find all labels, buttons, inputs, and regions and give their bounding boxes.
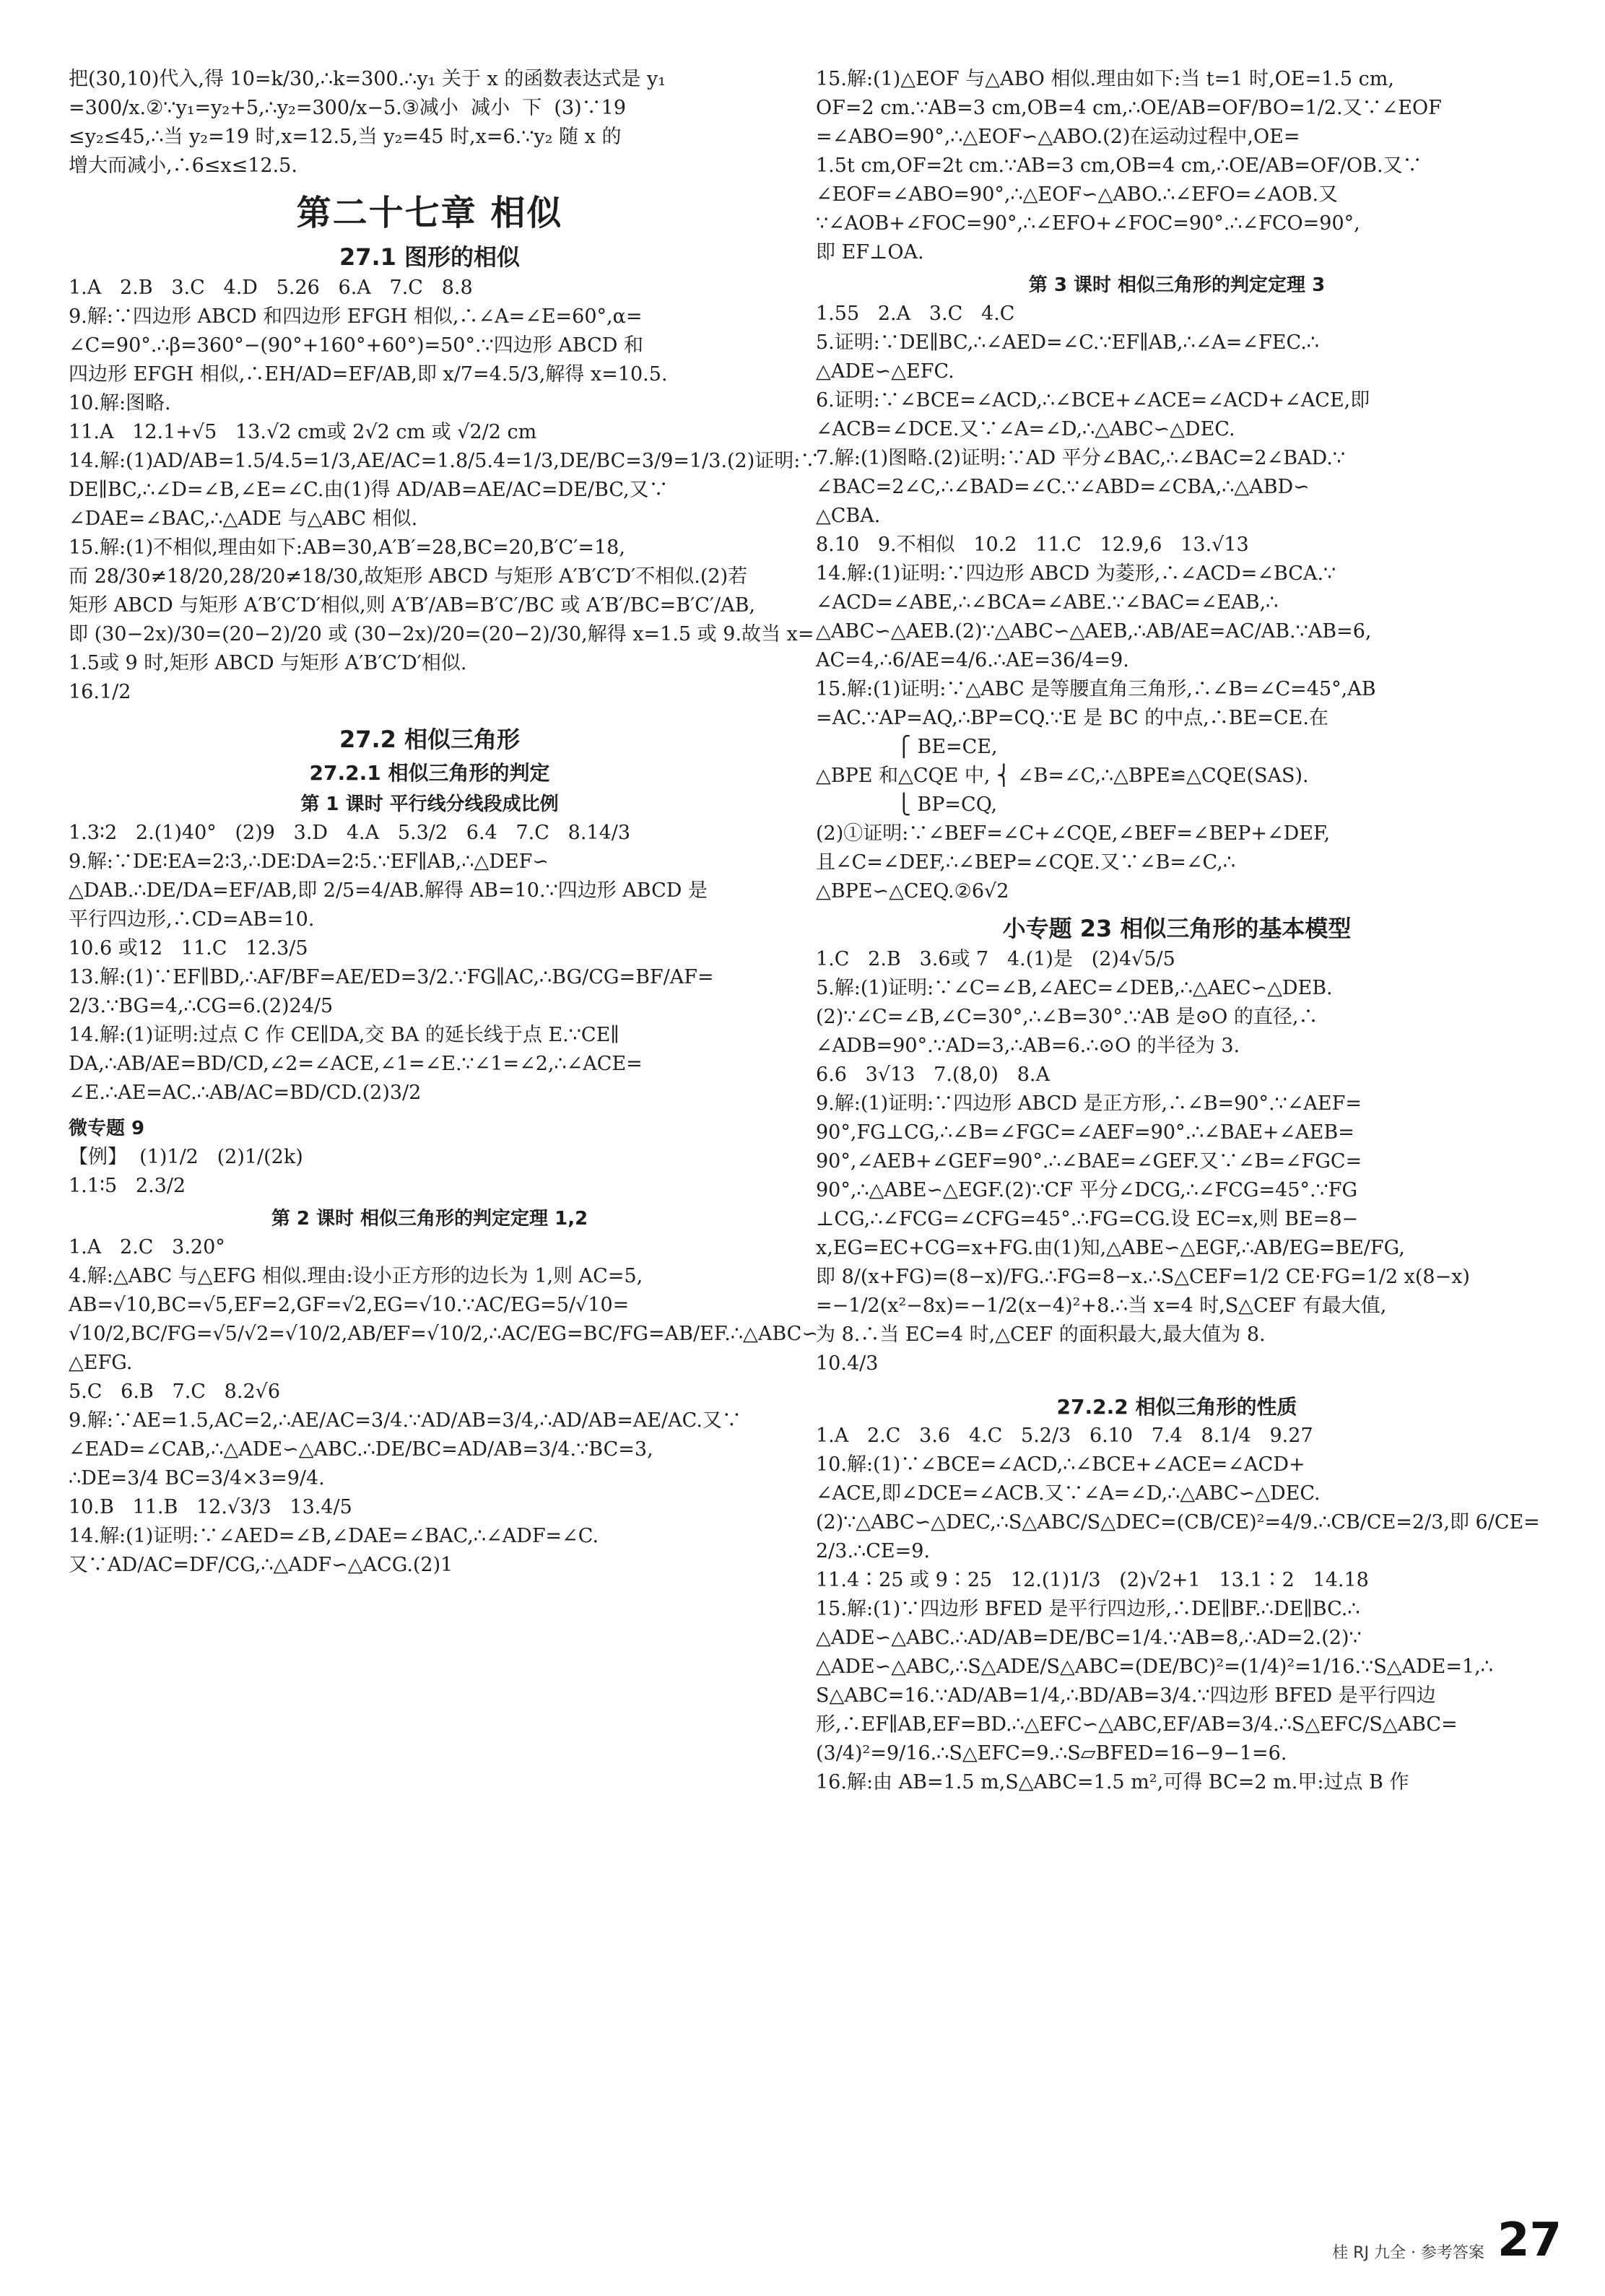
answer-line: △BPE 和△CQE 中, ⎨ ∠B=∠C,∴△BPE≌△CQE(SAS). <box>816 765 1309 787</box>
answer-line: 把(30,10)代入,得 10=k/30,∴k=300.∴y₁ 关于 x 的函数表达式是 y₁ <box>69 68 666 90</box>
answer-line: (2)①证明:∵∠BEF=∠C+∠CQE,∠BEF=∠BEP+∠DEF, <box>816 822 1331 845</box>
answer-line: DE∥BC,∴∠D=∠B,∠E=∠C.由(1)得 AD/AB=AE/AC=DE/BC,又∵ <box>69 479 669 501</box>
answer-line: (2)∵∠C=∠B,∠C=30°,∴∠B=30°.∵AB 是⊙O 的直径,∴ <box>816 1006 1318 1028</box>
answer-line: 11.4∶25 或 9∶25 12.(1)1/3 (2)√2+1 13.1∶2 14.18 <box>816 1569 1369 1591</box>
answer-line: 5.证明:∵DE∥BC,∴∠AED=∠C.∵EF∥AB,∴∠A=∠FEC.∴ <box>816 331 1319 354</box>
answer-line: 形,∴EF∥AB,EF=BD.∴△EFC∽△ABC,EF/AB=3/4.∴S△EFC/S△ABC= <box>816 1713 1458 1736</box>
answer-line: 10.4/3 <box>816 1352 879 1375</box>
answer-line: 平行四边形,∴CD=AB=10. <box>69 908 315 931</box>
answer-line: 即 (30−2x)/30=(20−2)/20 或 (30−2x)/20=(20−2)/30,解得 x=1.5 或 9.故当 x= <box>69 623 814 645</box>
answer-line: 7.解:(1)图略.(2)证明:∵AD 平分∠BAC,∴∠BAC=2∠BAD.∵ <box>816 447 1346 469</box>
answer-line: 9.解:∵AE=1.5,AC=2,∴AE/AC=3/4.∵AD/AB=3/4,∴AD/AB=AE/AC.又∵ <box>69 1409 741 1432</box>
answer-line: 2/3.∴CE=9. <box>816 1540 930 1562</box>
answer-line: ≤y₂≤45,∴当 y₂=19 时,x=12.5,当 y₂=45 时,x=6.∵y₂ 随 x 的 <box>69 126 622 148</box>
answer-line: 1.1∶5 2.3/2 <box>69 1175 186 1197</box>
answer-line: 15.解:(1)△EOF 与△ABO 相似.理由如下:当 t=1 时,OE=1.5 cm, <box>816 68 1394 90</box>
answer-line: 15.解:(1)证明:∵△ABC 是等腰直角三角形,∴∠B=∠C=45°,AB <box>816 678 1376 700</box>
answer-line: ∠C=90°.∴β=360°−(90°+160°+60°)=50°.∵四边形 ABCD 和 <box>69 334 644 357</box>
answer-line: 即 8/(x+FG)=(8−x)/FG.∴FG=8−x.∴S△CEF=1/2 CE·FG=1/2 x(8−x) <box>816 1266 1470 1288</box>
subsection-title: 27.2.2 相似三角形的性质 <box>1056 1395 1297 1419</box>
answer-line: 16.解:由 AB=1.5 m,S△ABC=1.5 m²,可得 BC=2 m.甲:过点 B 作 <box>816 1771 1409 1793</box>
answer-line: △DAB.∴DE/DA=EF/AB,即 2/5=4/AB.解得 AB=10.∵四边形 ABCD 是 <box>69 879 708 902</box>
lesson-title: 第 3 课时 相似三角形的判定定理 3 <box>1028 274 1326 296</box>
answer-line: △BPE∽△CEQ.②6√2 <box>816 880 1009 903</box>
answer-line: 14.解:(1)证明:∵四边形 ABCD 为菱形,∴∠ACD=∠BCA.∵ <box>816 562 1336 585</box>
answer-line: 9.解:(1)证明:∵四边形 ABCD 是正方形,∴∠B=90°.∵∠AEF= <box>816 1092 1362 1115</box>
answer-line: ∵∠AOB+∠FOC=90°,∴∠EFO+∠FOC=90°.∴∠FCO=90°, <box>816 212 1360 235</box>
answer-line: ∠ACB=∠DCE.又∵∠A=∠D,∴△ABC∽△DEC. <box>816 418 1235 440</box>
answer-line: 6.证明:∵∠BCE=∠ACD,∴∠BCE+∠ACE=∠ACD+∠ACE,即 <box>816 389 1370 412</box>
answer-line: ⎧ BE=CE, <box>816 736 998 758</box>
chapter-title: 第二十七章 相似 <box>296 193 563 233</box>
answer-line: 1.5t cm,OF=2t cm.∵AB=3 cm,OB=4 cm,∴OE/AB=OF/OB.又∵ <box>816 155 1422 177</box>
answer-line: △ADE∽△ABC,∴S△ADE/S△ABC=(DE/BC)²=(1/4)²=1/16.∵S△ADE=1,∴ <box>816 1656 1493 1678</box>
answer-line: 16.1/2 <box>69 681 131 703</box>
answer-line: 9.解:∵四边形 ABCD 和四边形 EFGH 相似,∴∠A=∠E=60°,α= <box>69 305 643 328</box>
right-column <box>816 65 1538 1797</box>
answer-line: 1.A 2.B 3.C 4.D 5.26 6.A 7.C 8.8 <box>69 277 473 299</box>
answer-line: 9.解:∵DE∶EA=2∶3,∴DE∶DA=2∶5.∵EF∥AB,∴△DEF∽ <box>69 851 549 873</box>
answer-line: 为 8.∴当 EC=4 时,△CEF 的面积最大,最大值为 8. <box>816 1323 1266 1346</box>
answer-line: 10.B 11.B 12.√3/3 13.4/5 <box>69 1496 352 1518</box>
answer-line: 15.解:(1)∵四边形 BFED 是平行四边形,∴DE∥BF.∴DE∥BC.∴ <box>816 1598 1360 1620</box>
left-column <box>69 65 820 1580</box>
answer-line: 14.解:(1)AD/AB=1.5/4.5=1/3,AE/AC=1.8/5.4=1/3,DE/BC=3/9=1/3.(2)证明:∵ <box>69 450 820 472</box>
answer-line: 6.6 3√13 7.(8,0) 8.A <box>816 1064 1050 1086</box>
answer-line: AC=4,∴6/AE=4/6.∴AE=36/4=9. <box>816 649 1129 671</box>
answer-line: =∠ABO=90°,∴△EOF∽△ABO.(2)在运动过程中,OE= <box>816 126 1300 148</box>
page-number: 27 <box>1497 2214 1562 2267</box>
answer-line: 13.解:(1)∵EF∥BD,∴AF/BF=AE/ED=3/2.∵FG∥AC,∴BG/CG=BF/AF= <box>69 966 714 988</box>
answer-line: 14.解:(1)证明:∵∠AED=∠B,∠DAE=∠BAC,∴∠ADF=∠C. <box>69 1525 599 1547</box>
answer-line: △CBA. <box>816 505 881 527</box>
answer-line: 90°,FG⊥CG,∴∠B=∠FGC=∠AEF=90°.∴∠BAE+∠AEB= <box>816 1121 1354 1144</box>
answer-line: 15.解:(1)不相似,理由如下:AB=30,A′B′=28,BC=20,B′C′=18, <box>69 536 625 559</box>
answer-line: △ADE∽△EFC. <box>816 360 954 383</box>
footer-label: 桂 RJ 九全 · 参考答案 <box>1332 2244 1484 2262</box>
answer-line: 10.解:(1)∵∠BCE=∠ACD,∴∠BCE+∠ACE=∠ACD+ <box>816 1453 1305 1476</box>
answer-line: 1.A 2.C 3.20° <box>69 1236 225 1258</box>
answer-line: ⊥CG,∴∠FCG=∠CFG=45°.∴FG=CG.设 EC=x,则 BE=8− <box>816 1208 1359 1230</box>
answer-line: △EFG. <box>69 1352 133 1374</box>
answer-line: x,EG=EC+CG=x+FG.由(1)知,△ABE∽△EGF,∴AB/EG=BE/FG, <box>816 1237 1405 1259</box>
answer-line: OF=2 cm.∵AB=3 cm,OB=4 cm,∴OE/AB=OF/BO=1/2.又∵∠EOF <box>816 97 1442 119</box>
answer-line: ∠ACE,即∠DCE=∠ACB.又∵∠A=∠D,∴△ABC∽△DEC. <box>816 1482 1321 1505</box>
answer-line: 四边形 EFGH 相似,∴EH/AD=EF/AB,即 x/7=4.5/3,解得 x=10.5. <box>69 363 668 386</box>
answer-line: (3/4)²=9/16.∴S△EFC=9.∴S▱BFED=16−9−1=6. <box>816 1742 1287 1765</box>
section-title: 27.2 相似三角形 <box>339 726 521 753</box>
answer-line: 90°,∠AEB+∠GEF=90°.∴∠BAE=∠GEF.又∵∠B=∠FGC= <box>816 1150 1362 1173</box>
answer-line: △ABC∽△AEB.(2)∵△ABC∽△AEB,∴AB/AE=AC/AB.∵AB=6, <box>816 620 1372 643</box>
answer-line: 2/3.∵BG=4,∴CG=6.(2)24/5 <box>69 995 334 1017</box>
spacer <box>816 1378 1538 1388</box>
answer-line: 1.3∶2 2.(1)40° (2)9 3.D 4.A 5.3/2 6.4 7.C 8.14/3 <box>69 822 631 844</box>
topic-title: 微专题 9 <box>69 1118 145 1139</box>
answer-line: ∴DE=3/4 BC=3/4×3=9/4. <box>69 1467 325 1490</box>
page-footer <box>1332 2214 1562 2267</box>
answer-line: 且∠C=∠DEF,∴∠BEP=∠CQE.又∵∠B=∠C,∴ <box>816 851 1236 874</box>
answer-line: 10.6 或12 11.C 12.3/5 <box>69 937 308 960</box>
answer-line: =AC.∵AP=AQ,∴BP=CQ.∵E 是 BC 的中点,∴BE=CE.在 <box>816 707 1328 729</box>
section-title: 小专题 23 相似三角形的基本模型 <box>1002 915 1352 942</box>
answer-line: 14.解:(1)证明:过点 C 作 CE∥DA,交 BA 的延长线于点 E.∵CE∥ <box>69 1024 619 1046</box>
answer-line: ∠ACD=∠ABE,∴∠BCA=∠ABE.∵∠BAC=∠EAB,∴ <box>816 591 1279 614</box>
subsection-title: 27.2.1 相似三角形的判定 <box>309 761 550 785</box>
lesson-title: 第 2 课时 相似三角形的判定定理 1,2 <box>271 1208 588 1230</box>
answer-line: 5.解:(1)证明:∵∠C=∠B,∠AEC=∠DEB,∴△AEC∽△DEB. <box>816 977 1333 999</box>
answer-line: S△ABC=16.∵AD/AB=1/4,∴BD/AB=3/4.∵四边形 BFED 是平行四边 <box>816 1684 1436 1707</box>
answer-line: 1.C 2.B 3.6或 7 4.(1)是 (2)4√5/5 <box>816 948 1175 970</box>
answer-line: ⎩ BP=CQ, <box>816 793 998 816</box>
answer-line: 1.A 2.C 3.6 4.C 5.2/3 6.10 7.4 8.1/4 9.27 <box>816 1425 1313 1447</box>
answer-line: 增大而减小,∴6≤x≤12.5. <box>69 155 297 177</box>
answer-line: 5.C 6.B 7.C 8.2√6 <box>69 1380 281 1403</box>
answer-line: 【例】 (1)1/2 (2)1/(2k) <box>69 1146 303 1168</box>
answer-line: 又∵AD/AC=DF/CG,∴△ADF∽△ACG.(2)1 <box>69 1554 453 1576</box>
answer-line: =−1/2(x²−8x)=−1/2(x−4)²+8.∴当 x=4 时,S△CEF 有最大值, <box>816 1295 1387 1317</box>
answer-line: 1.55 2.A 3.C 4.C <box>816 303 1015 325</box>
answer-line: △ADE∽△ABC.∴AD/AB=DE/BC=1/4.∵AB=8,∴AD=2.(2)∵ <box>816 1627 1362 1649</box>
answer-line: ∠ADB=90°.∵AD=3,∴AB=6.∴⊙O 的半径为 3. <box>816 1035 1240 1057</box>
answer-line: 而 28/30≠18/20,28/20≠18/30,故矩形 ABCD 与矩形 A′B′C′D′不相似.(2)若 <box>69 565 748 588</box>
answer-line: 4.解:△ABC 与△EFG 相似.理由:设小正方形的边长为 1,则 AC=5, <box>69 1265 643 1287</box>
answer-line: ∠EOF=∠ABO=90°,∴△EOF∽△ABO.∴∠EFO=∠AOB.又 <box>816 183 1339 206</box>
answer-line: (2)∵△ABC∽△DEC,∴S△ABC/S△DEC=(CB/CE)²=4/9.∴CB/CE=2/3,即 6/CE= <box>816 1511 1540 1534</box>
answer-line: AB=√10,BC=√5,EF=2,GF=√2,EG=√10.∵AC/EG=5/√10= <box>69 1294 630 1316</box>
answer-line: ∠EAD=∠CAB,∴△ADE∽△ABC.∴DE/BC=AD/AB=3/4.∵BC=3, <box>69 1438 653 1461</box>
answer-line: ∠BAC=2∠C,∴∠BAD=∠C.∵∠ABD=∠CBA,∴△ABD∽ <box>816 476 1310 498</box>
answer-line: 11.A 12.1+√5 13.√2 cm或 2√2 cm 或 √2/2 cm <box>69 421 537 443</box>
answer-line: √10/2,BC/FG=√5/√2=√10/2,AB/EF=√10/2,∴AC/EG=BC/FG=AB/EF.∴△ABC∽ <box>69 1323 818 1345</box>
answer-line: =300/x.②∵y₁=y₂+5,∴y₂=300/x−5.③减小 减小 下 (3)∵19 <box>69 97 627 119</box>
section-title: 27.1 图形的相似 <box>339 243 521 271</box>
spacer <box>69 707 791 717</box>
answer-line: ∠E.∴AE=AC.∴AB/AC=BD/CD.(2)3/2 <box>69 1082 422 1104</box>
answer-line: 10.解:图略. <box>69 392 171 414</box>
answer-line: ∠DAE=∠BAC,∴△ADE 与△ABC 相似. <box>69 508 418 530</box>
answer-line: 矩形 ABCD 与矩形 A′B′C′D′相似,则 A′B′/AB=B′C′/BC 或 A′B′/BC=B′C′/AB, <box>69 594 756 617</box>
answer-line: 1.5或 9 时,矩形 ABCD 与矩形 A′B′C′D′相似. <box>69 652 467 674</box>
answer-line: 90°,∴△ABE∽△EGF.(2)∵CF 平分∠DCG,∴∠FCG=45°.∵FG <box>816 1179 1358 1201</box>
answer-line: 8.10 9.不相似 10.2 11.C 12.9,6 13.√13 <box>816 534 1249 556</box>
lesson-title: 第 1 课时 平行线分线段成比例 <box>300 793 559 815</box>
answer-line: DA,∴AB/AE=BD/CD,∠2=∠ACE,∠1=∠E.∵∠1=∠2,∴∠ACE= <box>69 1053 643 1075</box>
answer-line: 即 EF⊥OA. <box>816 241 924 264</box>
